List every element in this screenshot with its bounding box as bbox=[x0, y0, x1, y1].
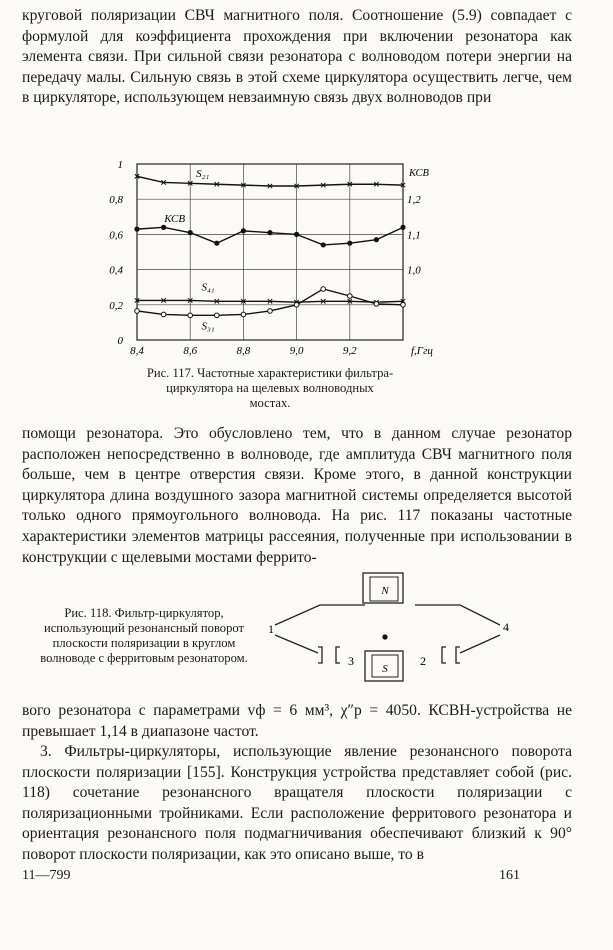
x-tick-label: 9,2 bbox=[342, 345, 357, 357]
x-axis-label: f,Ггц bbox=[411, 345, 433, 357]
y-tick-label: 0,4 bbox=[109, 264, 123, 277]
series-label-S41: S₄₁ bbox=[201, 281, 215, 294]
data-point-КСВ bbox=[400, 225, 405, 230]
port-2-label: 2 bbox=[420, 654, 426, 668]
data-point-S31 bbox=[294, 303, 299, 308]
data-point-КСВ bbox=[188, 230, 193, 235]
data-point-S31 bbox=[268, 309, 273, 314]
waveguide-lines bbox=[275, 605, 500, 663]
label-s: S bbox=[382, 663, 388, 675]
series-label-S31: S₃₁ bbox=[201, 320, 215, 333]
x-tick-label: 8,6 bbox=[183, 345, 198, 357]
chart-series-labels bbox=[163, 168, 215, 332]
port-1-label: 1 bbox=[268, 622, 274, 636]
page-signature: 11—799 bbox=[22, 868, 71, 883]
data-point-S31 bbox=[348, 294, 353, 299]
data-point-КСВ bbox=[294, 232, 299, 237]
data-point-S31 bbox=[135, 309, 140, 314]
data-point-S31 bbox=[401, 303, 406, 308]
y-tick-label: 0 bbox=[117, 335, 123, 347]
figure-117-chart bbox=[105, 160, 435, 360]
y-tick-label: 1 bbox=[117, 160, 123, 171]
data-point-КСВ bbox=[347, 241, 352, 246]
data-point-КСВ bbox=[321, 242, 326, 247]
port-4-label: 4 bbox=[503, 620, 509, 634]
magnet-n bbox=[363, 573, 403, 603]
data-point-S31 bbox=[215, 313, 220, 318]
data-point-КСВ bbox=[214, 241, 219, 246]
series-label-КСВ: КСВ bbox=[164, 213, 186, 226]
label-n: N bbox=[381, 585, 389, 597]
data-point-S31 bbox=[161, 312, 166, 317]
data-point-S31 bbox=[188, 313, 193, 318]
data-point-S31 bbox=[321, 287, 326, 292]
y-tick-label: 0,6 bbox=[109, 229, 123, 242]
port-3-label: 3 bbox=[348, 654, 354, 668]
data-point-КСВ bbox=[267, 230, 272, 235]
paragraph-2: помощи резонатора. Это обусловлено тем, что в данном случае резонатор расположен непосредственно в волноводе, где амплитуда СВЧ магнитного поля больше, чем в центре отверстия связи. Кроме этого, в данной конструкции циркулятора длина воздушного зазора магнитной системы определяется высотой только одного прямоугольного волновода. На рис. 117 показаны частотные характеристики элементов матрицы рассеяния, полученные при использовании в конструкции с щелевыми мостами феррито- bbox=[22, 425, 572, 566]
x-tick-label: 9,0 bbox=[289, 345, 304, 357]
chart-axes-labels bbox=[109, 160, 433, 357]
figure-118-diagram bbox=[260, 565, 520, 685]
series-line-S21 bbox=[137, 176, 403, 186]
series-line-КСВ bbox=[137, 227, 403, 245]
data-point-КСВ bbox=[241, 228, 246, 233]
y-tick-label: 0,2 bbox=[109, 299, 123, 312]
page-number: 161 bbox=[499, 868, 520, 883]
paragraph-4: 3. Фильтры-циркуляторы, использующие явление резонансного поворота плоскости поляризации [155]. Конструкция устройства представляет собой (рис. 118) сочетание резонансного вращателя плоскости поляризации с поляризационными тройниками. Если расположение ферритового резонатора и ориентация резонансного поля подмагничивания обеспечивают близкий к 90° поворот плоскости поляризации, как это описано выше, то в bbox=[22, 743, 572, 863]
figure-117-caption: Рис. 117. Частотные характеристики фильтра-циркулятора на щелевых волноводных мостах. bbox=[146, 366, 394, 410]
right-axis-label: КСВ bbox=[409, 168, 429, 179]
data-point-S31 bbox=[374, 302, 379, 307]
series-label-S21: S₂₁ bbox=[196, 168, 210, 181]
y-tick-label: 0,8 bbox=[109, 194, 123, 207]
paragraph-1: круговой поляризации СВЧ магнитного поля. Соотношение (5.9) совпадает с формулой для коэффициента прохождения при включении резонатора как элемента связи. При сильной связи резонатора с волноводом потери энергии на передачу малы. Сильную связь в этой схеме циркулятора осуществить легче, чем в циркуляторе, использующем невзаимную связь двух волноводов при bbox=[22, 7, 572, 107]
x-tick-label: 8,8 bbox=[236, 345, 251, 357]
data-point-S31 bbox=[241, 312, 246, 317]
paragraph-3: вого резонатора с параметрами vф = 6 мм³, χ″р = 4050. КСВН-устройства не превышает 1,14 в диапазоне частот. bbox=[22, 702, 572, 740]
data-point-КСВ bbox=[161, 225, 166, 230]
x-tick-label: 8,4 bbox=[130, 345, 144, 357]
right-tick-label: 1,2 bbox=[407, 194, 421, 207]
right-tick-label: 1,0 bbox=[407, 264, 421, 277]
right-tick-label: 1,1 bbox=[407, 229, 421, 242]
magnet-s bbox=[365, 651, 403, 681]
data-point-КСВ bbox=[374, 237, 379, 242]
figure-118-caption: Рис. 118. Фильтр-циркулятор, использующий резонансный поворот плоскости поляризации в круглом волноводе с ферритовым резонатором. bbox=[40, 606, 248, 665]
chart-series bbox=[134, 174, 405, 318]
ferrite-resonator bbox=[382, 634, 387, 639]
data-point-КСВ bbox=[134, 227, 139, 232]
